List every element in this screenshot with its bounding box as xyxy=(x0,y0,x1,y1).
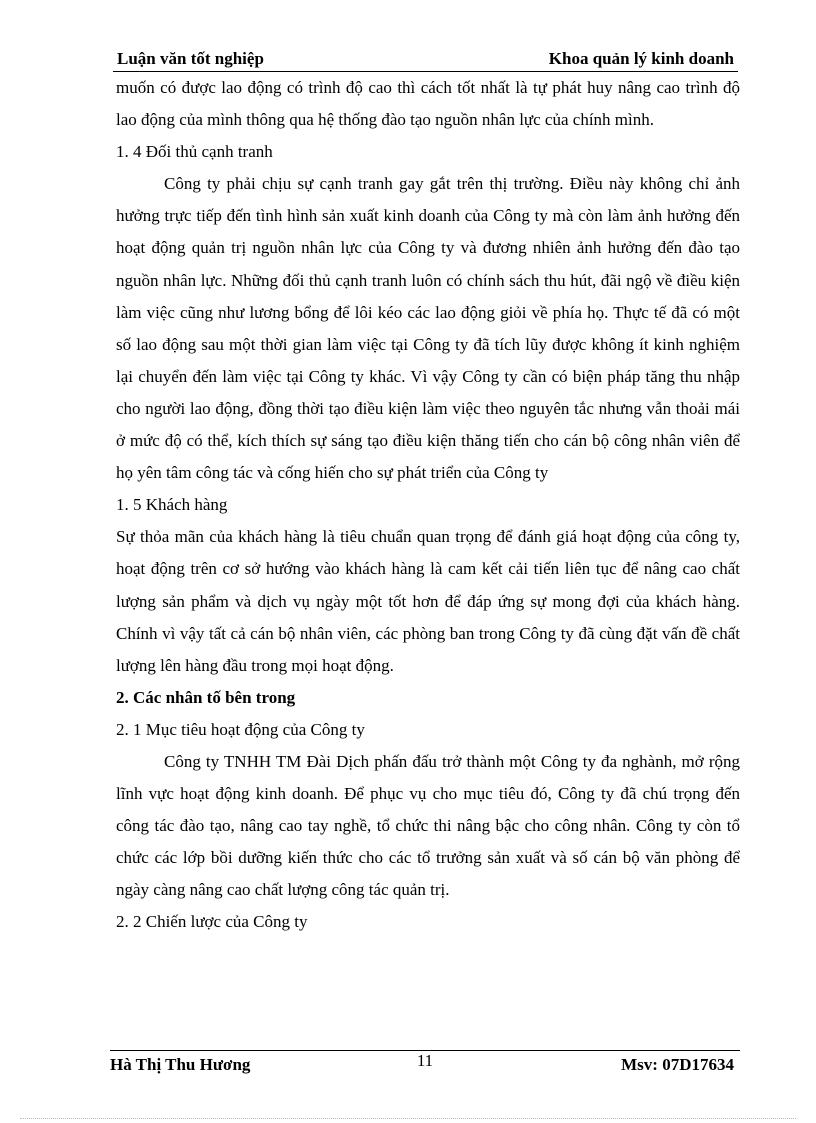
header-faculty: Khoa quản lý kinh doanh xyxy=(548,49,734,68)
paragraph-objectives: Công ty TNHH TM Đài Dịch phấn đấu trở thành một Công ty đa nghành, mở rộng lĩnh vực hoạt động kinh doanh. Để phục vụ cho mục tiêu đó, Công ty đã chú trọng đến công tác đào tạo, nâng cao tay nghề, tổ chức thi nâng bậc cho công nhân. Công ty còn tổ chức các lớp bồi dưỡng kiến thức cho các tổ trưởng sản xuất và số cán bộ văn phòng để ngày càng nâng cao chất lượng công tác quản trị. xyxy=(116,751,740,900)
paragraph-intro-continued: muốn có được lao động có trình độ cao thì cách tốt nhất là tự phát huy nâng cao trình độ lao động của mình thông qua hệ thống đào tạo nguồn nhân lực của chính mình. xyxy=(116,78,740,130)
page-break-divider xyxy=(20,1118,796,1119)
heading-1-5: 1. 5 Khách hàng xyxy=(116,495,228,515)
paragraph-customers: Sự thỏa mãn của khách hàng là tiêu chuẩn quan trọng để đánh giá hoạt động của công ty, hoạt động trên cơ sở hướng vào khách hàng là cam kết cải tiến liên tục để nâng cao chất lượng sản phẩm và dịch vụ ngày một tốt hơn để đáp ứng sự mong đợi của khách hàng. Chính vì vậy tất cả cán bộ nhân viên, các phòng ban trong Công ty đã cùng đặt vấn đề chất lượng lên hàng đầu trong mọi hoạt động. xyxy=(116,527,740,675)
heading-1-4: 1. 4 Đối thủ cạnh tranh xyxy=(116,142,273,162)
page-number: 11 xyxy=(416,1051,434,1070)
header-thesis-title: Luận văn tốt nghiệp xyxy=(117,49,264,68)
heading-2-2: 2. 2 Chiến lược của Công ty xyxy=(116,912,308,932)
page-body xyxy=(116,72,740,939)
paragraph-competitors: Công ty phải chịu sự cạnh tranh gay gắt trên thị trường. Điều này không chỉ ảnh hưởng trực tiếp đến tình hình sản xuất kinh doanh của Công ty mà còn làm ảnh hưởng đến hoạt động quản trị nguồn nhân lực của Công ty và đương nhiên ảnh hưởng đến đào tạo nguồn nhân lực. Những đối thủ cạnh tranh luôn có chính sách thu hút, đãi ngộ về điều kiện làm việc cũng như lương bổng để lôi kéo các lao động giỏi về phía họ. Thực tế đã có một số lao động sau một thời gian làm việc tại Công ty đã tích lũy được không ít kinh nghiệm lại chuyển đến làm việc tại Công ty khác. Vì vậy Công ty cần có biện pháp tăng thu nhập cho người lao động, đồng thời tạo điều kiện làm việc theo nguyên tắc nhưng vẫn thoải mái ở mức độ có thể, kích thích sự sáng tạo điều kiện thăng tiến cho cán bộ công nhân viên để họ yên tâm công tác và cống hiến cho sự phát triển của Công ty xyxy=(116,174,740,483)
footer-author: Hà Thị Thu Hương xyxy=(110,1055,251,1074)
footer-student-id: Msv: 07D17634 xyxy=(621,1055,734,1074)
page-footer xyxy=(110,1050,740,1080)
heading-2-1: 2. 1 Mục tiêu hoạt động của Công ty xyxy=(116,719,365,739)
page-header xyxy=(113,50,738,72)
heading-2: 2. Các nhân tố bên trong xyxy=(116,687,296,707)
